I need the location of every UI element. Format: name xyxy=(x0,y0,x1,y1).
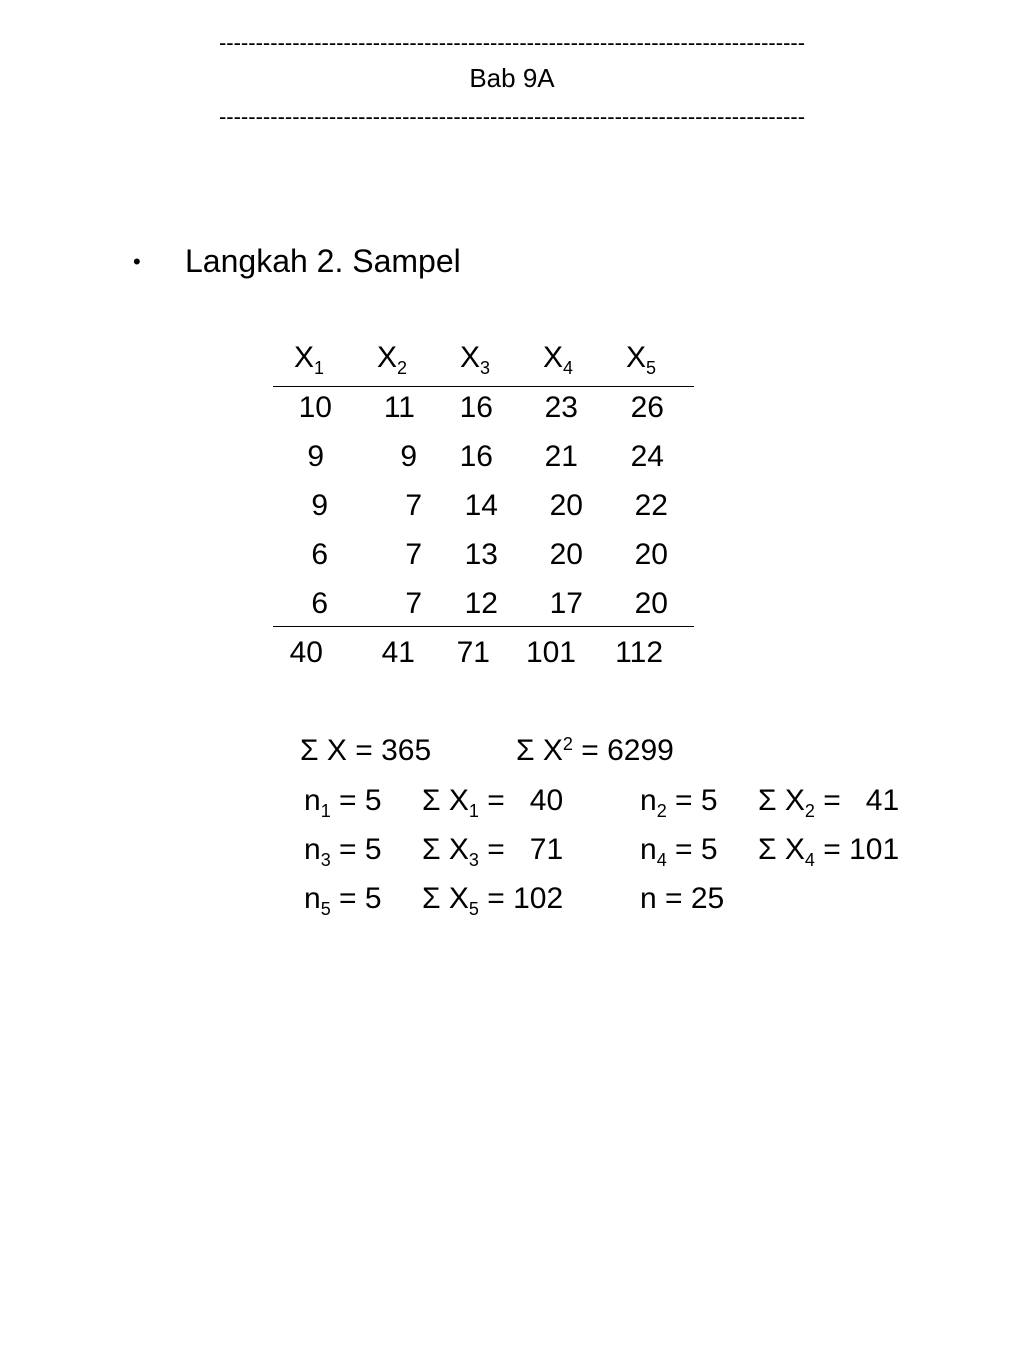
sum-x-squared: Σ $X^2 = 6299$ xyxy=(516,734,674,767)
group-n: $n_3 = 5$ xyxy=(304,833,382,870)
total-cell: 112 xyxy=(615,636,663,669)
column-header: $X_1$ xyxy=(294,341,325,378)
table-cell: 7 xyxy=(405,587,422,620)
group-sum: Σ $X_2 = 41$ xyxy=(758,784,900,821)
sum-x: Σ X = 365 xyxy=(300,734,432,767)
table-cell: 21 xyxy=(544,440,578,473)
group-n: $n_4 = 5$ xyxy=(640,833,718,870)
header-top-rule: -------------------------------------------------------------------------------- xyxy=(218,30,806,55)
table-cell: 16 xyxy=(459,440,493,473)
table-cell: 9 xyxy=(311,489,328,522)
table-cell: 22 xyxy=(634,489,668,522)
total-cell: 41 xyxy=(381,636,415,669)
table-cell: 20 xyxy=(634,538,668,571)
table-cell: 12 xyxy=(464,587,498,620)
total-cell: 40 xyxy=(289,636,323,669)
table-cell: 20 xyxy=(549,489,583,522)
bullet-icon: • xyxy=(133,249,141,274)
group-sum: Σ $X_3 = 71$ xyxy=(422,833,564,870)
table-cell: 26 xyxy=(630,391,664,424)
column-header: $X_2$ xyxy=(377,341,408,378)
totals-divider xyxy=(273,626,694,627)
header-divider xyxy=(273,386,694,387)
table-cell: 7 xyxy=(405,489,422,522)
table-cell: 9 xyxy=(400,440,417,473)
group-sum: Σ $X_5 = 102$ xyxy=(422,882,564,919)
table-cell: 20 xyxy=(549,538,583,571)
page-title: Bab 9A xyxy=(469,63,555,93)
table-cell: 24 xyxy=(630,440,664,473)
table-cell: 6 xyxy=(311,538,328,571)
table-cell: 16 xyxy=(459,391,493,424)
total-cell: 71 xyxy=(456,636,490,669)
group-sum: Σ $X_4 = 101$ xyxy=(758,833,900,870)
column-header: $X_3$ xyxy=(460,341,491,378)
table-cell: 6 xyxy=(311,587,328,620)
table-cell: 10 xyxy=(298,391,332,424)
total-cell: 101 xyxy=(525,636,576,669)
section-heading: Langkah 2. Sampel xyxy=(185,243,461,279)
table-cell: 20 xyxy=(634,587,668,620)
table-cell: 11 xyxy=(383,391,415,424)
table-cell: 9 xyxy=(307,440,324,473)
column-header: $X_4$ xyxy=(543,341,574,378)
column-header: $X_5$ xyxy=(626,341,657,378)
header-bottom-rule: -------------------------------------------------------------------------------- xyxy=(218,104,806,129)
table-cell: 17 xyxy=(549,587,583,620)
group-n: $n_5 = 5$ xyxy=(304,882,382,919)
group-sum: Σ $X_1 = 40$ xyxy=(422,784,564,821)
group-n: $n_2 = 5$ xyxy=(640,784,718,821)
table-cell: 7 xyxy=(405,538,422,571)
table-cell: 13 xyxy=(464,538,498,571)
n-total: n = 25 xyxy=(640,882,725,915)
table-cell: 14 xyxy=(464,489,498,522)
table-cell: 23 xyxy=(544,391,578,424)
group-n: $n_1 = 5$ xyxy=(304,784,382,821)
